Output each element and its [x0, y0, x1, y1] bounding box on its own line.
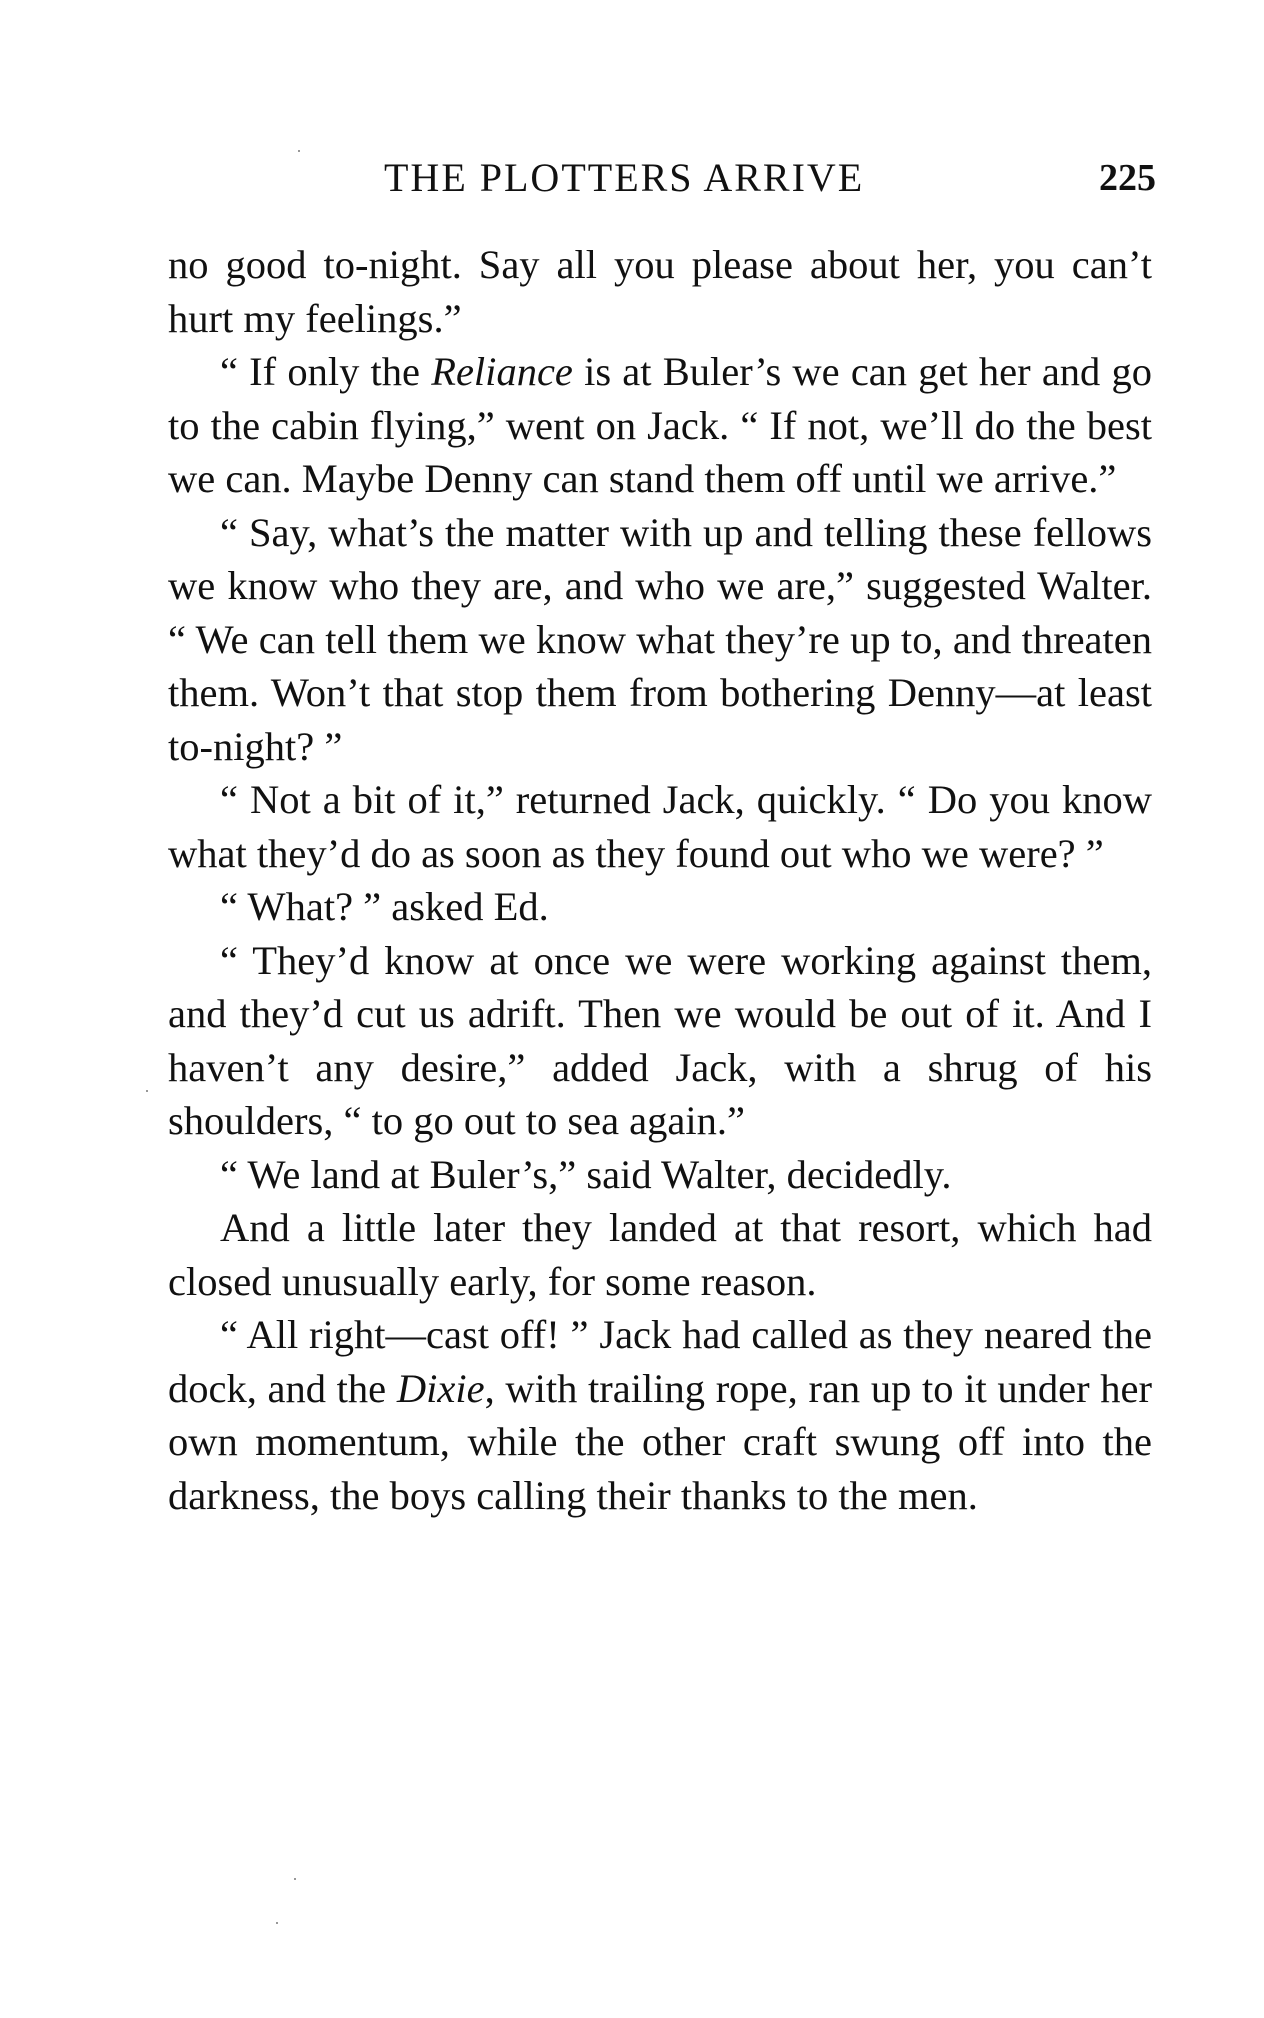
paragraph-8: And a little later they landed at that resort, which had closed unusually early, for some reason. — [168, 1205, 1152, 1304]
print-speck — [276, 1922, 278, 1924]
paragraph-9: “ All right—cast off! ” Jack had called as they neared the dock, and the Dixie, with trailing rope, ran up to it under her own momentum, while the other craft swung off into the darkness, the boys calling their thanks to the men. — [168, 1312, 1152, 1518]
paragraph-6: “ They’d know at once we were working against them, and they’d cut us adrift. Then we would be out of it. And I haven’t any desire,” added Jack, with a shrug of his shoulders, “ to go out to sea again.” — [168, 937, 1152, 1143]
paragraph-4: “ Not a bit of it,” returned Jack, quickly. “ Do you know what they’d do as soon as they found out who we were? ” — [168, 777, 1152, 876]
print-speck — [146, 1090, 148, 1092]
running-head — [168, 148, 1168, 208]
page-number: 225 — [1099, 157, 1156, 199]
paragraph-3: “ Say, what’s the matter with up and telling these fellows we know who they are, and who we are,” suggested Walter. “ We can tell them we know what they’re up to, and threaten them. Won’t that stop them from bothering Denny—at least to-night? ” — [168, 509, 1152, 769]
print-speck — [298, 150, 300, 152]
body-text — [168, 238, 1152, 1522]
paragraph-5: “ What? ” asked Ed. — [220, 884, 549, 929]
paragraph-2: “ If only the Reliance is at Buler’s we can get her and go to the cabin flying,” went on Jack. “ If not, we’ll do the best we can. Maybe Denny can stand them off until we arrive.” — [168, 349, 1152, 501]
paragraph-1: no good to-night. Say all you please about her, you can’t hurt my feelings.” — [168, 242, 1152, 341]
print-speck — [294, 1878, 296, 1880]
running-title: THE PLOTTERS ARRIVE — [384, 155, 865, 200]
paragraph-7: “ We land at Buler’s,” said Walter, decidedly. — [220, 1151, 952, 1197]
